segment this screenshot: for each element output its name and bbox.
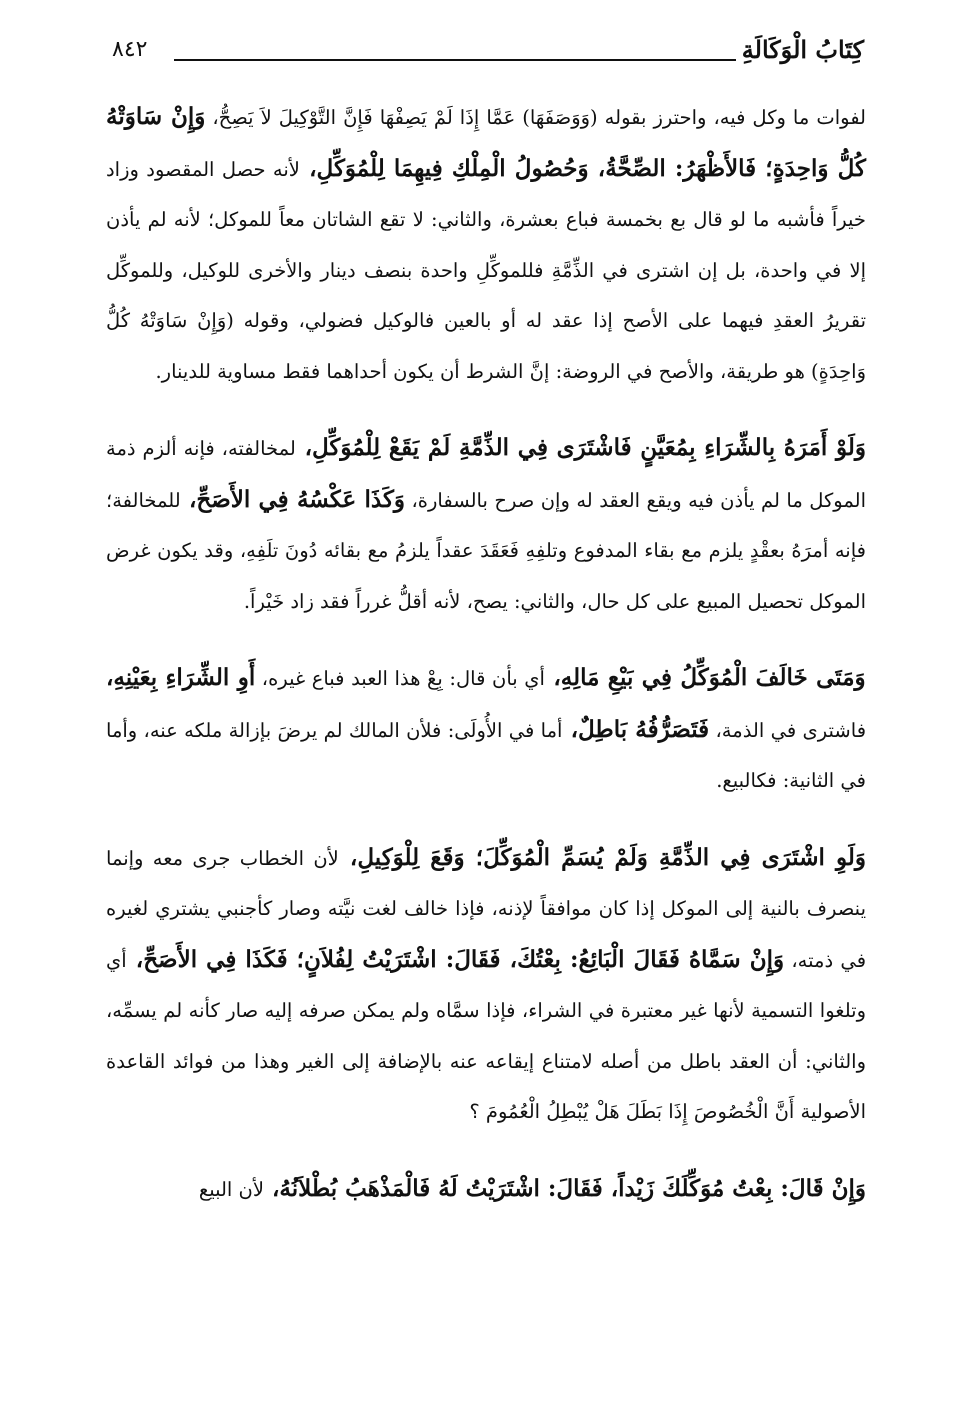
matn-text: وَإِنْ قَالَ: بِعْتُ مُوَكِّلَكَ زَيْداً، فَقَالَ: اشْتَرَيْتُ لَهُ فَالْمَذْهَبُ بُطْلاَنُهُ،	[264, 1174, 866, 1202]
commentary-text: أي بأن قال: بِعْ هذا العبد فباع غيره،	[255, 667, 545, 690]
book-title: كِتَابُ الْوَكَالَةِ	[741, 35, 864, 64]
body-text	[106, 92, 866, 1241]
matn-text: وَلَوِ اشْتَرَى فِي الذِّمَّةِ وَلَمْ يُسَمِّ الْمُوَكِّلَ؛ وَقَعَ لِلْوَكِيلِ،	[338, 843, 866, 871]
commentary-text: لأن البيع	[198, 1177, 264, 1201]
paragraph-3	[106, 653, 866, 807]
commentary-text: أي وتلغوا التسمية لأنها غير معتبرة في الشراء، فإذا سمَّاه ولم يمكن صرفه إليه صار كأنه لم يسمِّه، والثاني: أن العقد باطل من أصله لامتناع إيقاعه عنه بالإضافة إلى الغير وهذا من فوائد القاعدة الأصولية أَنَّ الْخُصُوصَ إِذَا بَطَلَ هَلْ يُبْطِلُ الْعُمُومَ ؟	[106, 948, 866, 1123]
commentary-text: أما في الأُولَى: فلأن المالك لم يرضَ بإزالة ملكه عنه، وأما في الثانية: فكالبيع.	[106, 718, 866, 792]
commentary-text: للمخالفة؛ فإنه أمرَهُ بعقْدٍ يلزم مع بقاء المدفوع وتلفِهِ فَعَقَدَ عقداً يلزمُ مع بقائه دُونَ تلَفِهِ، وقد يكون غرض الموكل تحصيل المبيع على كل حال، والثاني: يصح، لأنه أقلُّ غرراً فقد زاد خَيْراً.	[106, 488, 866, 613]
commentary-text: لأنه حصل المقصود وزاد خيراً فأشبه ما لو قال بع بخمسة فباع بعشرة، والثاني: لا تقع الشاتان معاً للموكل؛ لأنه لم يأذن إلا في واحدة، بل إن اشترى في الذِّمَّةِ فللموكِّلِ واحدة بنصف دينار والأخرى للوكيل، وللموكِّل تقريرُ العقدِ فيهما على الأصح إذا عقد له أو بالعين فالوكيل فضولي، وقوله (وَإِنْ سَاوَتْهُ كُلُّ وَاحِدَةٍ) هو طريقة، والأصح في الروضة: إنَّ الشرط أن يكون أحداهما فقط مساوية للدينار.	[106, 157, 866, 383]
commentary-text: لأن الخطاب جرى معه وإنما ينصرف بالنية إلى الموكل إذا كان موافقاً لإذنه، فإذا خالف لغت نيَّته وصار كأجنبي يشتري لغيره في ذمته،	[106, 846, 867, 972]
matn-text: أَوِ الشِّرَاءِ بِعَيْنِهِ،	[106, 664, 256, 691]
matn-text: وَلَوْ أَمَرَهُ بِالشِّرَاءِ بِمُعَيَّنٍ فَاشْتَرَى فِي الذِّمَّةِ لَمْ يَقَعْ لِلْمُوَكِّلِ،	[295, 434, 866, 461]
commentary-text: لفوات ما وكل فيه، واحترز بقوله (وَوَصَفَهَا) عَمَّا إِذَا لَمْ يَصِفْهَا فَإِنَّ التَّوْكِيلَ لاَ يَصِحُّ،	[205, 106, 867, 129]
paragraph-2	[106, 423, 866, 627]
commentary-text: لمخالفته، فإنه ألزم ذمة الموكل ما لم يأذن فيه ويقع العقد له وإن صرح بالسفارة،	[106, 437, 866, 512]
header-rule	[174, 59, 736, 61]
matn-text: فَتَصَرُّفُهُ بَاطِلٌ،	[562, 715, 710, 743]
matn-text: وَمَتَى خَالَفَ الْمُوَكِّلُ فِي بَيْعِ مَالِهِ،	[544, 664, 866, 691]
matn-text: وَإِنْ سَاوَتْهُ كُلُّ وَاحِدَةٍ؛ فَالأَظْهَرُ: الصِّحَّةُ، وَحُصُولُ الْمِلْكِ فِيهِمَا لِلْمُوَكِّلِ،	[106, 103, 866, 182]
paragraph-1	[106, 92, 866, 397]
running-header	[112, 34, 864, 74]
page-number: ٨٤٢	[112, 37, 148, 62]
commentary-text: فاشترى في الذمة،	[709, 718, 867, 742]
paragraph-4	[106, 833, 866, 1138]
matn-text: وَكَذَا عَكْسُهُ فِي الأَصَحِّ،	[180, 485, 406, 513]
matn-text: وَإِنْ سَمَّاهُ فَقَالَ الْبَائِعُ: بِعْتُكَ، فَقَالَ: اشْتَرَيْتُ لِفُلاَنٍ؛ فَكَذَا فِي الأَصَحِّ،	[126, 945, 785, 973]
paragraph-5	[106, 1164, 866, 1216]
